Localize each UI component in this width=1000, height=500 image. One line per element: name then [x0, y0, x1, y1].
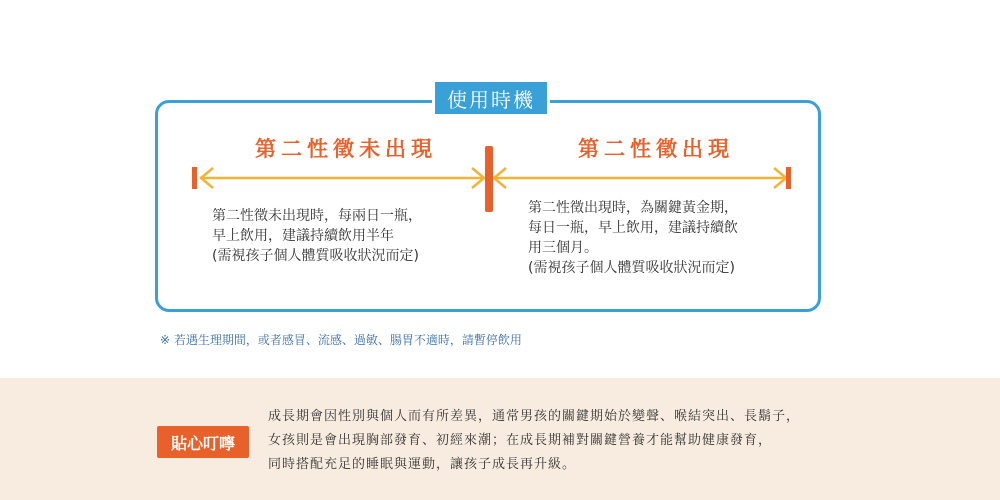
left-note	[212, 206, 422, 266]
left-note-line-2: 早上飲用，建議持續飲用半年	[212, 228, 394, 244]
tips-line-2: 女孩則是會出現胸部發育、初經來潮；在成長期補對關鍵營養才能幫助健康發育，	[268, 433, 773, 448]
tips-text	[268, 405, 800, 477]
right-heading: 第二性徵出現	[578, 137, 734, 161]
right-note-line-2: 每日一瓶，早上飲用，建議持續飲	[528, 220, 738, 236]
right-note-line-1: 第二性徵出現時，為關鍵黃金期，	[528, 200, 738, 216]
left-note-line-3: (需視孩子個人體質吸收狀況而定)	[212, 248, 419, 264]
usage-timing-badge: 使用時機	[432, 79, 550, 117]
left-note-line-1: 第二性徵未出現時，每兩日一瓶，	[212, 208, 422, 224]
right-note-line-3: 用三個月。	[528, 240, 598, 256]
footnote: ※ 若遇生理期間，或者感冒、流感、過敏、腸胃不適時，請暫停飲用	[160, 333, 522, 347]
left-end-marker	[192, 167, 197, 189]
right-end-marker	[786, 167, 791, 189]
tips-line-1: 成長期會因性別與個人而有所差異，通常男孩的關鍵期始於變聲、喉結突出、長鬍子，	[268, 409, 801, 424]
right-note	[528, 198, 738, 278]
left-arrow	[200, 168, 484, 188]
right-arrow	[494, 168, 786, 188]
left-heading: 第二性徵未出現	[255, 137, 437, 161]
center-divider	[485, 146, 493, 212]
tips-label: 貼心叮嚀	[157, 426, 249, 458]
tips-line-3: 同時搭配充足的睡眠與運動，讓孩子成長再升級。	[268, 457, 577, 472]
right-note-line-4: (需視孩子個人體質吸收狀況而定)	[528, 260, 735, 276]
